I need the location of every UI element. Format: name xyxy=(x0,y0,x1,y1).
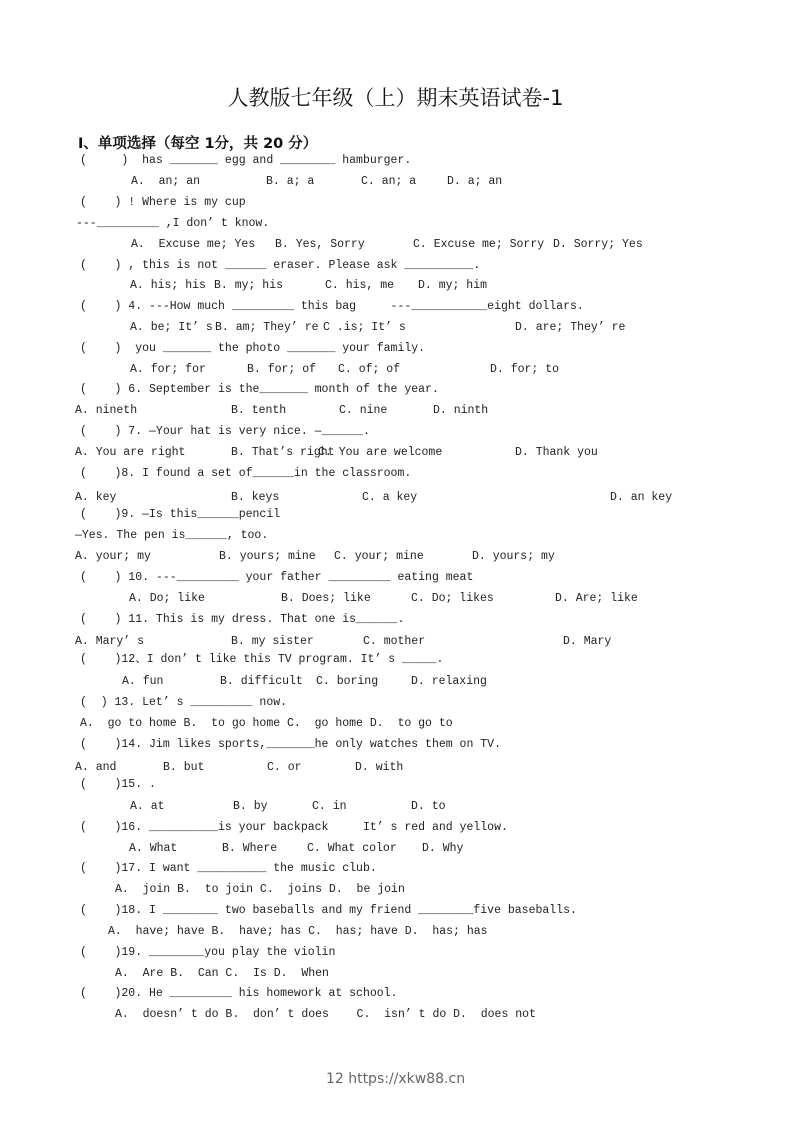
answer-option: B. but xyxy=(163,761,205,774)
answer-option: A. You are right xyxy=(75,446,186,459)
answer-option: B. my sister xyxy=(231,635,314,648)
answer-option: A. Are B. Can C. Is D. When xyxy=(115,967,329,980)
question-text: ( )16. __________is your backpack It’ s red and yellow. xyxy=(80,821,508,834)
answer-option: D. Sorry; Yes xyxy=(553,238,643,251)
answer-option: A. Mary’ s xyxy=(75,635,145,648)
answer-option: D. ninth xyxy=(433,404,489,417)
answer-option: A. an; an xyxy=(131,175,201,188)
answer-option: C. your; mine xyxy=(334,550,424,563)
answer-option: C. nine xyxy=(339,404,388,417)
answer-option: B. a; a xyxy=(266,175,315,188)
answer-option: B. for; of xyxy=(247,363,317,376)
question-text: ( ) 11. This is my dress. That one is______. xyxy=(80,613,405,626)
question-text: ( )14. Jim likes sports,_______he only watches them on TV. xyxy=(80,738,501,751)
answer-option: B. yours; mine xyxy=(219,550,316,563)
answer-option: A. Do; like xyxy=(129,592,205,605)
answer-option: C. or xyxy=(267,761,302,774)
answer-option: D. Mary xyxy=(563,635,612,648)
question-text: ( ) 6. September is the_______ month of the year. xyxy=(80,383,439,396)
answer-option: A. Excuse me; Yes xyxy=(131,238,256,251)
answer-option: A. at xyxy=(130,800,165,813)
answer-option: C. What color xyxy=(307,842,397,855)
question-text: ( ) you _______ the photo _______ your family. xyxy=(80,342,426,355)
answer-option: C. mother xyxy=(363,635,426,648)
question-text: ( ) , this is not ______ eraser. Please ask __________. xyxy=(80,259,481,272)
answer-option: A. your; my xyxy=(75,550,151,563)
answer-option: B. tenth xyxy=(231,404,287,417)
answer-option: D. are; They’ re xyxy=(515,321,626,334)
answer-option: B. Where xyxy=(222,842,278,855)
answer-option: A. key xyxy=(75,491,117,504)
question-text: ( )8. I found a set of______in the classroom. xyxy=(80,467,412,480)
answer-option: B. my; his xyxy=(214,279,284,292)
answer-option: C. a key xyxy=(362,491,418,504)
question-text: ---_________ ,I don’ t know. xyxy=(76,217,270,230)
answer-option: D. an key xyxy=(610,491,673,504)
answer-option: D. a; an xyxy=(447,175,503,188)
question-text: ( )18. I ________ two baseballs and my friend ________five baseballs. xyxy=(80,904,577,917)
answer-option: D. relaxing xyxy=(411,675,487,688)
answer-option: A. nineth xyxy=(75,404,138,417)
answer-option: A. and xyxy=(75,761,117,774)
answer-option: D. Why xyxy=(422,842,464,855)
answer-option: A. doesn’ t do B. don’ t does C. isn’ t do D. does not xyxy=(115,1008,536,1021)
answer-option: B. keys xyxy=(231,491,280,504)
section-heading: I、单项选择（每空 1分，共 20 分） xyxy=(78,136,318,152)
question-text: ( )9. —Is this______pencil xyxy=(80,508,281,521)
answer-option: D. with xyxy=(355,761,404,774)
question-text: ( ) 13. Let’ s _________ now. xyxy=(80,696,288,709)
answer-option: C. boring xyxy=(316,675,379,688)
answer-option: B. by xyxy=(233,800,268,813)
answer-option: B. That’s right xyxy=(231,446,335,459)
answer-option: B. am; They’ re xyxy=(215,321,319,334)
answer-option: A. fun xyxy=(122,675,164,688)
question-text: ( )17. I want __________ the music club. xyxy=(80,862,377,875)
page-title: 人教版七年级（上）期末英语试卷-1 xyxy=(227,86,564,110)
question-text: ( ) ! Where is my cup xyxy=(80,196,246,209)
answer-option: B. difficult xyxy=(220,675,303,688)
answer-option: A. be; It’ s xyxy=(130,321,213,334)
answer-option: B. Yes, Sorry xyxy=(275,238,365,251)
answer-option: A. have; have B. have; has C. has; have D. has; has xyxy=(108,925,488,938)
answer-option: A. What xyxy=(129,842,178,855)
answer-option: D. for; to xyxy=(490,363,560,376)
answer-option: C .is; It’ s xyxy=(323,321,406,334)
question-text: ( )12、I don’ t like this TV program. It’ s _____. xyxy=(80,653,444,666)
question-text: ( )20. He _________ his homework at school. xyxy=(80,987,398,1000)
question-text: ( ) 4. ---How much _________ this bag ---___________eight dollars. xyxy=(80,300,584,313)
answer-option: C. his, me xyxy=(325,279,395,292)
answer-option: C. Excuse me; Sorry xyxy=(413,238,545,251)
answer-option: A. join B. to join C. joins D. be join xyxy=(115,883,405,896)
answer-option: C. of; of xyxy=(338,363,401,376)
answer-option: D. my; him xyxy=(418,279,488,292)
answer-option: A. for; for xyxy=(130,363,206,376)
answer-option: C. an; a xyxy=(361,175,417,188)
answer-option: C. Do; likes xyxy=(411,592,494,605)
question-text: ( )19. ________you play the violin xyxy=(80,946,336,959)
question-text: —Yes. The pen is______, too. xyxy=(75,529,269,542)
question-text: ( ) 7. —Your hat is very nice. —______. xyxy=(80,425,370,438)
answer-option: D. to xyxy=(411,800,446,813)
answer-option: D. yours; my xyxy=(472,550,555,563)
answer-option: A. his; his xyxy=(130,279,206,292)
answer-option: B. Does; like xyxy=(281,592,371,605)
answer-option: D. Thank you xyxy=(515,446,598,459)
answer-option: C. in xyxy=(312,800,347,813)
answer-option: C. You are welcome xyxy=(318,446,443,459)
question-text: ( ) 10. ---_________ your father _________ eating meat xyxy=(80,571,474,584)
answer-option: A. go to home B. to go home C. go home D. to go to xyxy=(80,717,453,730)
page-footer: 12 https://xkw88.cn xyxy=(325,1071,466,1087)
question-text: ( )15. . xyxy=(80,778,156,791)
question-text: ( ) has _______ egg and ________ hamburger. xyxy=(80,154,412,167)
answer-option: D. Are; like xyxy=(555,592,638,605)
